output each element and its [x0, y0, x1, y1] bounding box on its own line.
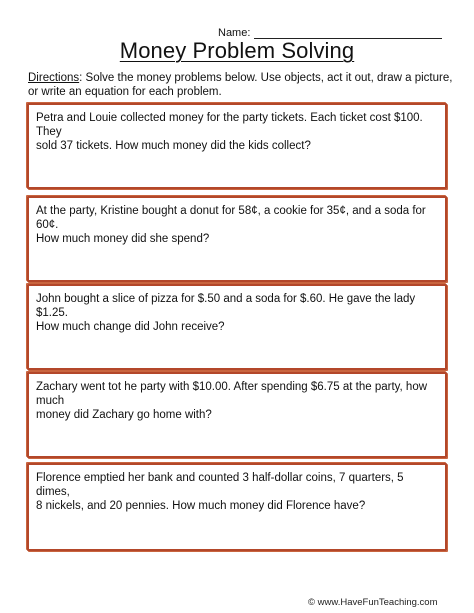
copyright-footer: © www.HaveFunTeaching.com	[308, 597, 438, 608]
problem-box-3	[27, 284, 447, 370]
problem-text-1: Petra and Louie collected money for the party tickets. Each ticket cost $100. They sold 37 tickets. How much money did the kids collect?	[36, 112, 423, 152]
problem-text-4: Zachary went tot he party with $10.00. After spending $6.75 at the party, how much money did Zachary go home with?	[36, 381, 428, 421]
problem-text-5: Florence emptied her bank and counted 3 half-dollar coins, 7 quarters, 5 dimes, 8 nickels, and 20 pennies. How much money did Florence have?	[36, 472, 404, 512]
directions-text: : Solve the money problems below. Use objects, act it out, draw a picture, or write an equation for each problem.	[28, 72, 453, 98]
problem-box-5	[27, 463, 447, 551]
problem-box-2	[27, 196, 447, 282]
page-title: Money Problem Solving	[119, 38, 355, 63]
problem-box-1	[27, 103, 447, 189]
name-label: Name:	[218, 27, 251, 39]
problem-text-2: At the party, Kristine bought a donut for 58¢, a cookie for 35¢, and a soda for 60¢. How much money did she spend?	[36, 205, 426, 245]
problem-box-4	[27, 372, 447, 458]
problem-text-3: John bought a slice of pizza for $.50 and a soda for $.60. He gave the lady $1.25. How much change did John receive?	[36, 293, 416, 333]
directions-label: Directions	[28, 72, 80, 84]
directions	[28, 71, 458, 99]
